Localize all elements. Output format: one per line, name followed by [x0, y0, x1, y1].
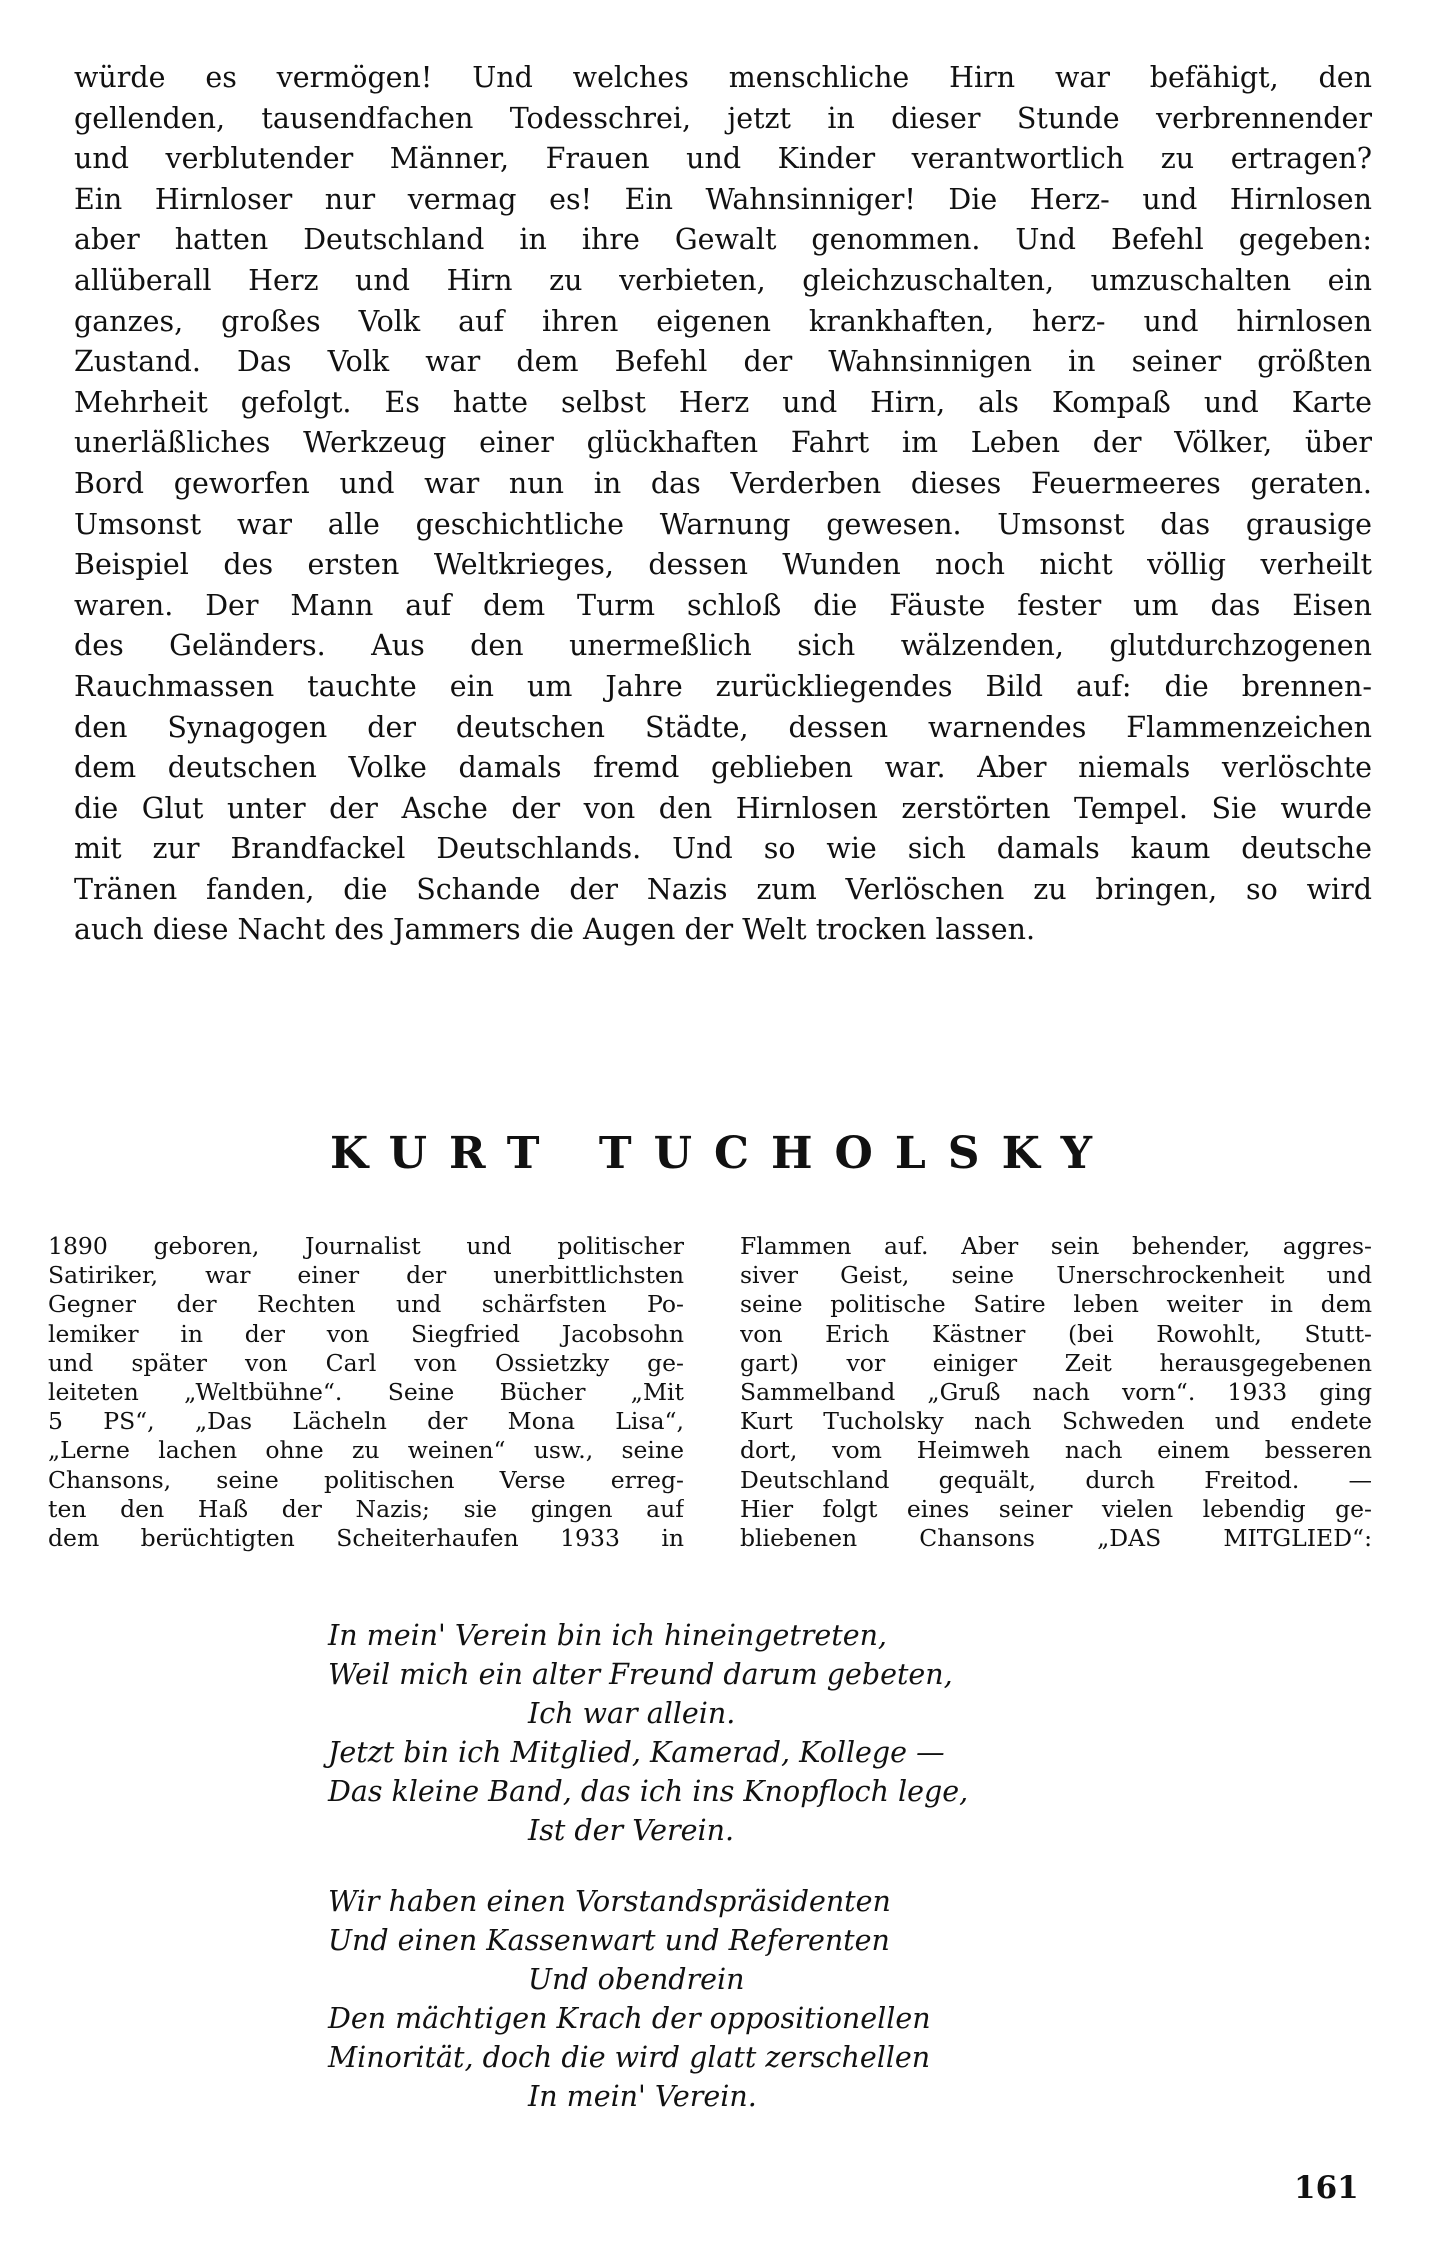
bio-line: leiteten „Weltbühne“. Seine Bücher „Mit: [48, 1377, 684, 1406]
body-line: gellenden, tausendfachen Todesschrei, jetzt in dieser Stunde verbrennender: [74, 101, 1372, 135]
bio-line: 5 PS“, „Das Lächeln der Mona Lisa“,: [48, 1407, 684, 1436]
body-line: dem deutschen Volke damals fremd geblieben war. Aber niemals verlöschte: [74, 751, 1372, 785]
bio-line: von Erich Kästner (bei Rowohlt, Stutt-: [740, 1319, 1372, 1348]
body-line: Beispiel des ersten Weltkrieges, dessen Wunden noch nicht völlig verheilt: [74, 548, 1372, 582]
bio-line: Flammen auf. Aber sein behender, aggres-: [740, 1232, 1372, 1260]
body-line: die Glut unter der Asche der von den Hirnlosen zerstörten Tempel. Sie wurde: [74, 791, 1372, 825]
poem-line: Weil mich ein alter Freund darum gebeten,: [328, 1658, 953, 1691]
body-line: Zustand. Das Volk war dem Befehl der Wahnsinnigen in seiner größten: [74, 345, 1372, 379]
section-heading: KURT TUCHOLSKY: [329, 1128, 1115, 1179]
bio-line: Gegner der Rechten und schärfsten Po-: [48, 1290, 684, 1319]
poem-line: Minorität, doch die wird glatt zerschellen: [328, 2041, 931, 2074]
poem-line-refrain: Ich war allein.: [528, 1697, 736, 1730]
stanza-break: [328, 1850, 1128, 1882]
body-line: würde es vermögen! Und welches menschliche Hirn war befähigt, den: [74, 61, 1372, 94]
poem-line: Wir haben einen Vorstandspräsidenten: [328, 1885, 891, 1918]
poem-line: In mein' Verein bin ich hineingetreten,: [328, 1619, 887, 1652]
body-line-last: auch diese Nacht des Jammers die Augen der Welt trocken lassen.: [74, 913, 1036, 947]
body-line: unerläßliches Werkzeug einer glückhaften Fahrt im Leben der Völker, über: [74, 426, 1372, 460]
body-line: allüberall Herz und Hirn zu verbieten, gleichzuschalten, umzuschalten ein: [74, 263, 1372, 297]
bio-line: 1890 geboren, Journalist und politischer: [48, 1232, 684, 1260]
poem-line-refrain: In mein' Verein.: [528, 2080, 757, 2113]
bio-line: siver Geist, seine Unerschrockenheit und: [740, 1261, 1372, 1290]
body-line: mit zur Brandfackel Deutschlands. Und so wie sich damals kaum deutsche: [74, 832, 1372, 866]
bio-column-right: [740, 1232, 1372, 1553]
body-text: [74, 58, 1372, 951]
body-line: ganzes, großes Volk auf ihren eigenen krankhaften, herz- und hirnlosen: [74, 304, 1372, 338]
body-line: aber hatten Deutschland in ihre Gewalt genommen. Und Befehl gegeben:: [74, 223, 1372, 257]
body-line: Bord geworfen und war nun in das Verderben dieses Feuermeeres geraten.: [74, 466, 1372, 500]
poem-line-refrain: Und obendrein: [528, 1963, 745, 1996]
bio-line: lemiker in der von Siegfried Jacobsohn: [48, 1319, 684, 1348]
bio-line: gart) vor einiger Zeit herausgegebenen: [740, 1348, 1372, 1377]
bio-line: Chansons, seine politischen Verse erreg-: [48, 1465, 684, 1494]
bio-line: dem berüchtigten Scheiterhaufen 1933 in: [48, 1523, 684, 1552]
body-line: Mehrheit gefolgt. Es hatte selbst Herz und Hirn, als Kompaß und Karte: [74, 385, 1372, 419]
bio-line: Hier folgt eines seiner vielen lebendig ge-: [740, 1494, 1372, 1523]
bio-line: Kurt Tucholsky nach Schweden und endete: [740, 1407, 1372, 1436]
bio-line: Satiriker, war einer der unerbittlichsten: [48, 1261, 684, 1290]
body-line: und verblutender Männer, Frauen und Kinder verantwortlich zu ertragen?: [74, 142, 1372, 176]
bio-line: bliebenen Chansons „DAS MITGLIED“:: [740, 1523, 1372, 1552]
bio-line: „Lerne lachen ohne zu weinen“ usw., seine: [48, 1436, 684, 1465]
body-line: Tränen fanden, die Schande der Nazis zum Verlöschen zu bringen, so wird: [74, 872, 1372, 906]
bio-line: Sammelband „Gruß nach vorn“. 1933 ging: [740, 1377, 1372, 1406]
bio-column-left: [48, 1232, 684, 1553]
bio-line: dort, vom Heimweh nach einem besseren: [740, 1436, 1372, 1465]
page-number: 161: [1294, 2170, 1359, 2206]
bio-line: und später von Carl von Ossietzky ge-: [48, 1348, 684, 1377]
body-line: Ein Hirnloser nur vermag es! Ein Wahnsinniger! Die Herz- und Hirnlosen: [74, 182, 1372, 216]
body-line: den Synagogen der deutschen Städte, dessen warnendes Flammenzeichen: [74, 710, 1372, 744]
poem-line: Jetzt bin ich Mitglied, Kamerad, Kollege —: [328, 1736, 945, 1769]
body-line: des Geländers. Aus den unermeßlich sich wälzenden, glutdurchzogenen: [74, 629, 1372, 663]
body-line: waren. Der Mann auf dem Turm schloß die Fäuste fester um das Eisen: [74, 588, 1372, 622]
bio-line: ten den Haß der Nazis; sie gingen auf: [48, 1494, 684, 1523]
poem-line-refrain: Ist der Verein.: [528, 1814, 735, 1847]
bio-line: Deutschland gequält, durch Freitod. —: [740, 1465, 1372, 1494]
poem-line: Den mächtigen Krach der oppositionellen: [328, 2002, 931, 2035]
bio-line: seine politische Satire leben weiter in dem: [740, 1290, 1372, 1319]
poem-line: Das kleine Band, das ich ins Knopfloch lege,: [328, 1775, 969, 1808]
poem: [328, 1616, 1128, 2116]
body-line: Rauchmassen tauchte ein um Jahre zurückliegendes Bild auf: die brennen-: [74, 669, 1372, 703]
poem-line: Und einen Kassenwart und Referenten: [328, 1924, 890, 1957]
body-line: Umsonst war alle geschichtliche Warnung gewesen. Umsonst das grausige: [74, 507, 1372, 541]
